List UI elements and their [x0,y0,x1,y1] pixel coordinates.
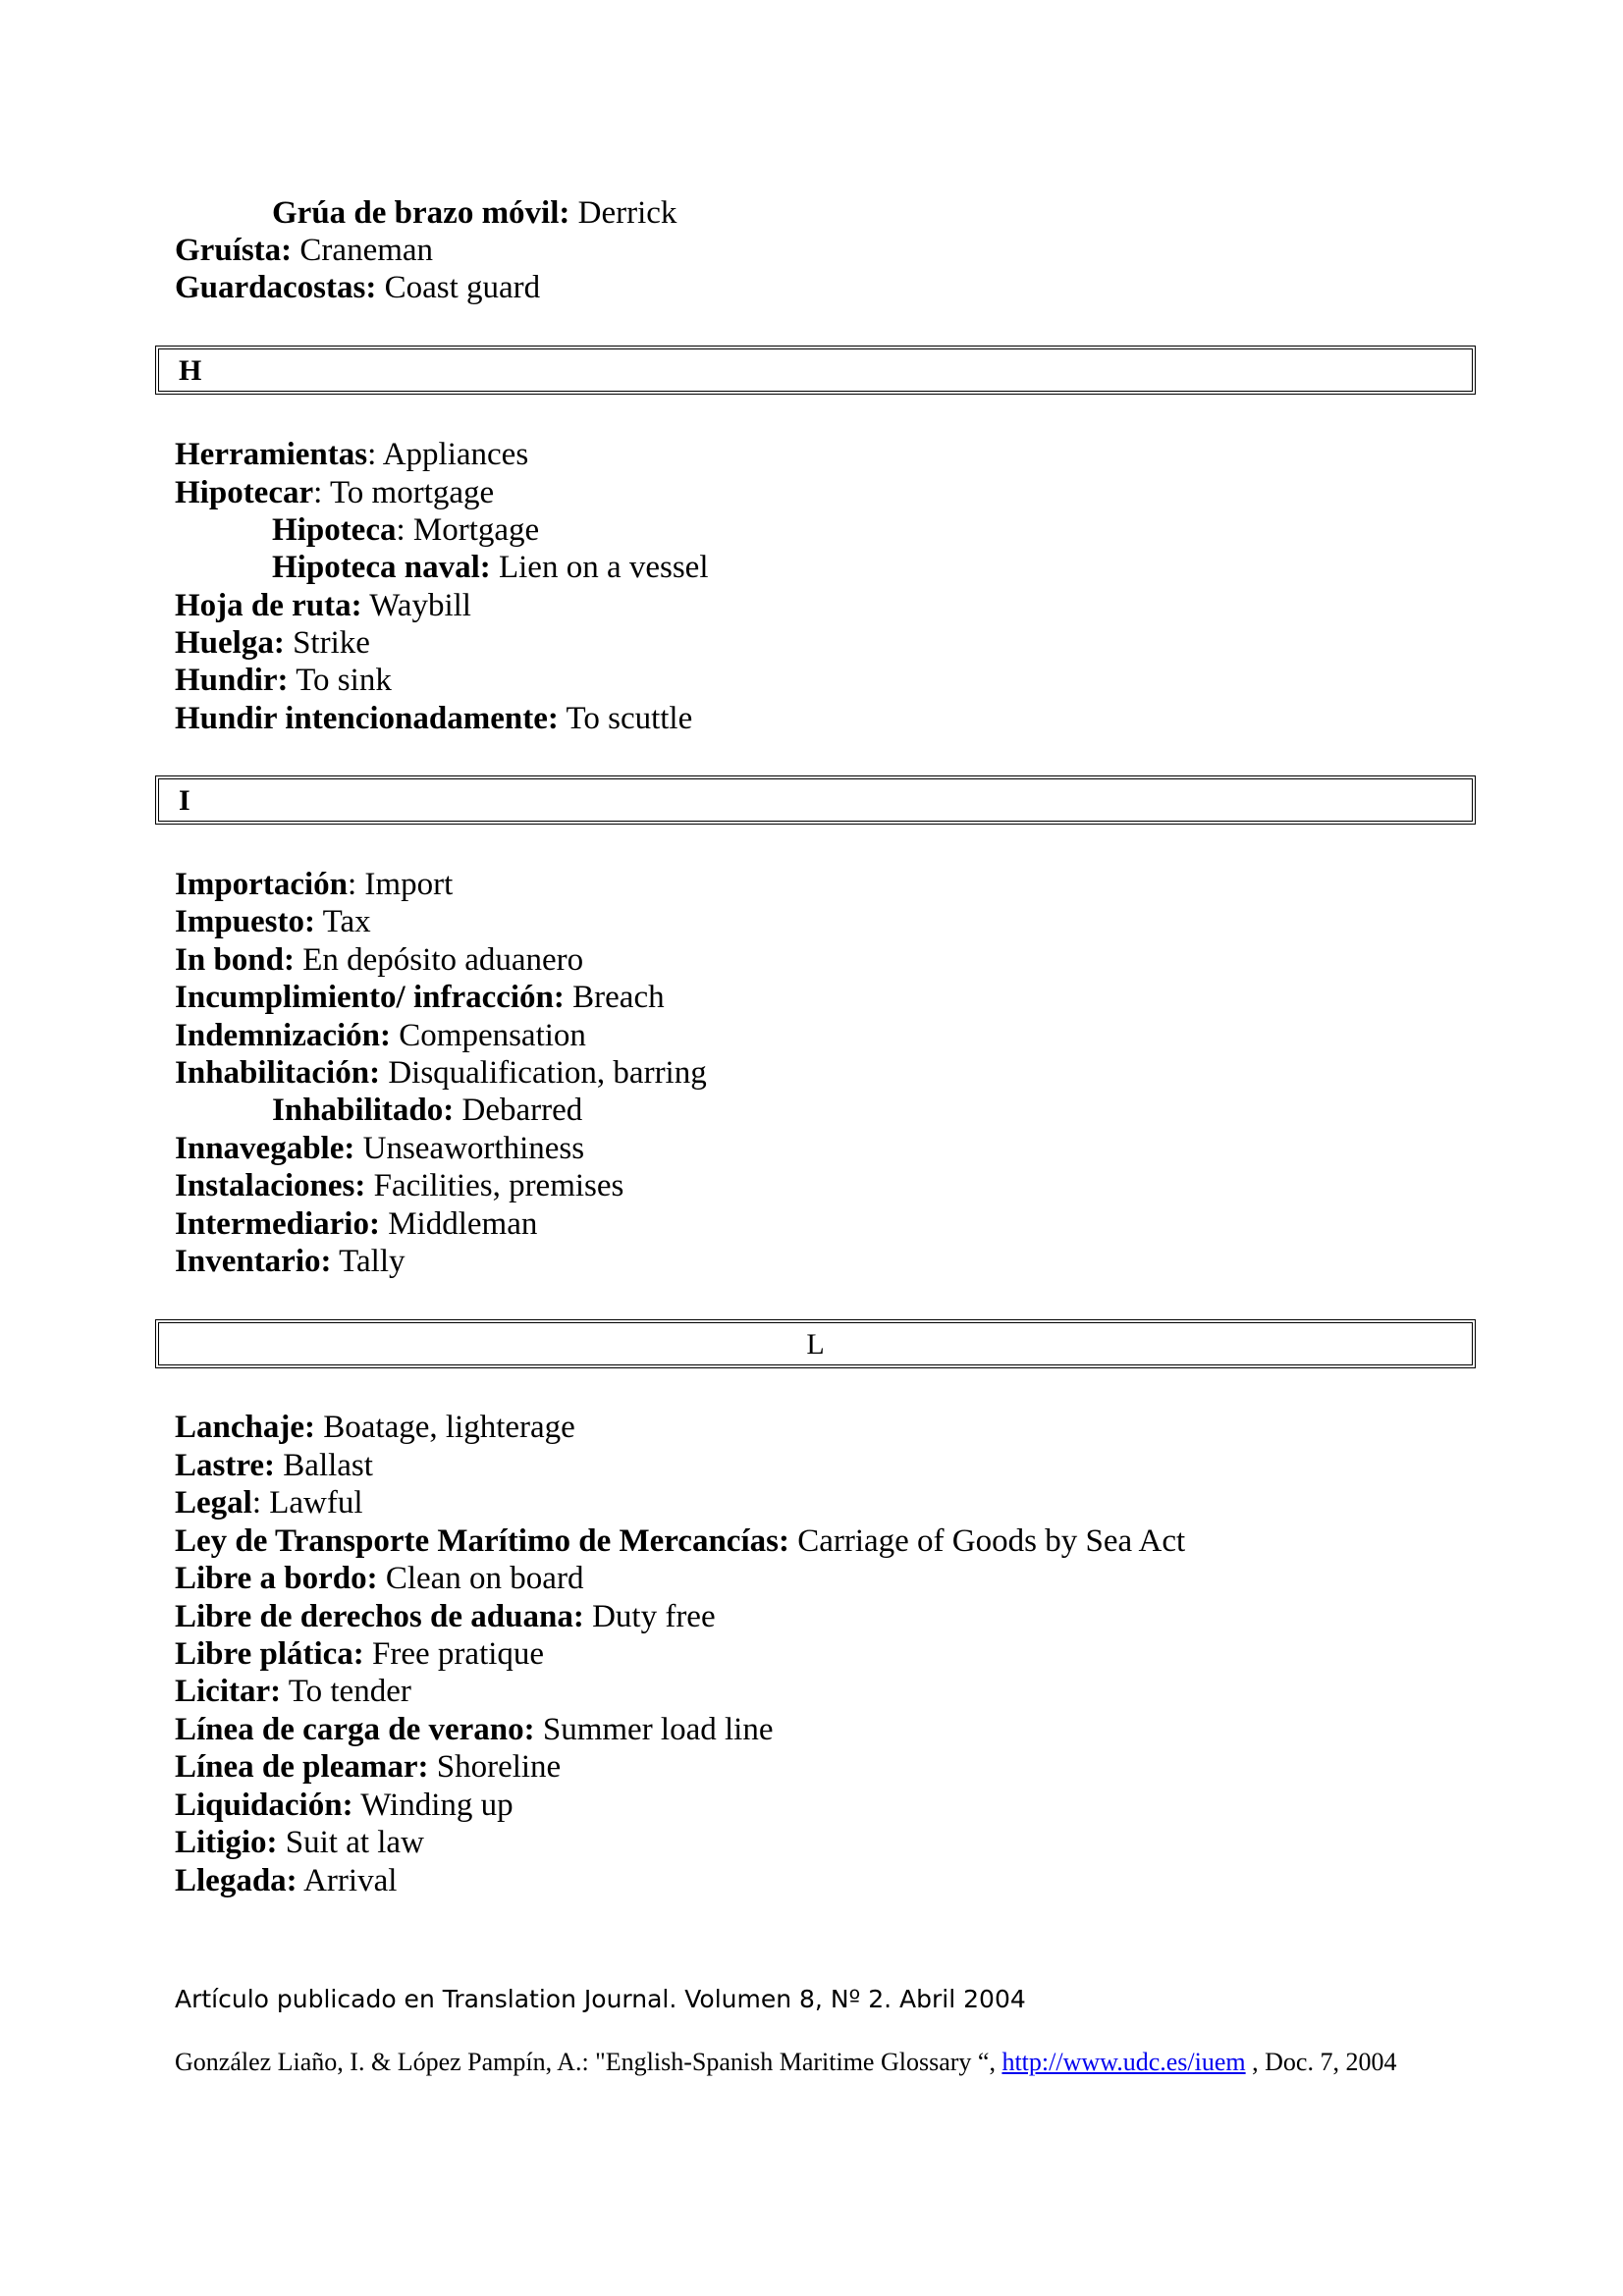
glossary-entry [175,1130,584,1167]
entry-definition: : Appliances [367,437,529,472]
glossary-entry [175,1598,716,1635]
entry-term: Innavegable: [175,1131,355,1166]
section-header-i [155,775,1476,825]
entry-definition: Ballast [275,1448,373,1483]
entry-definition: En depósito aduanero [295,942,584,978]
entry-term: Ley de Transporte Marítimo de Mercancías: [175,1523,789,1559]
glossary-entry [175,1711,774,1748]
section-letter: I [179,784,190,817]
citation-link[interactable]: http://www.udc.es/iuem [1001,2048,1246,2076]
glossary-entry [175,1635,544,1673]
entry-term: Libre a bordo: [175,1561,378,1596]
entry-definition: Shoreline [428,1749,562,1785]
glossary-entry [175,436,528,473]
glossary-entry [175,1787,514,1824]
entry-term: Impuesto: [175,904,316,939]
entry-term: Hoja de ruta: [175,588,362,623]
entry-definition: : Import [348,867,454,902]
entry-definition: Tax [315,904,371,939]
section-header-h [155,346,1476,395]
entry-definition: Lien on a vessel [490,550,709,585]
glossary-entry [175,1522,1185,1560]
entry-term: Llegada: [175,1863,298,1898]
glossary-entry [175,1167,623,1204]
entry-definition: Facilities, premises [365,1168,624,1203]
entry-term: Hundir: [175,663,289,698]
entry-definition: Summer load line [534,1712,774,1747]
glossary-entry [175,1862,397,1899]
entry-term: Lastre: [175,1448,276,1483]
glossary-entry [175,1409,575,1446]
glossary-entry [175,662,392,699]
glossary-entry [175,1243,406,1280]
entry-term: Importación [175,867,348,902]
entry-definition: Arrival [297,1863,398,1898]
entry-definition: : Lawful [251,1485,363,1521]
entry-term: Indemnización: [175,1018,392,1053]
citation-prefix: González Liaño, I. & López Pampín, A.: "English-Spanish Maritime Glossary “, [175,2048,1002,2076]
entry-term: Incumplimiento/ infracción: [175,980,565,1015]
entry-term: Inventario: [175,1244,332,1279]
entry-definition: Tally [331,1244,406,1279]
glossary-entry [175,1673,411,1710]
entry-definition: Disqualification, barring [380,1055,707,1091]
entry-definition: To tender [281,1674,411,1709]
entry-definition: To scuttle [558,701,693,736]
entry-term: Guardacostas: [175,270,377,305]
entry-term: Lanchaje: [175,1410,315,1445]
entry-term: Hipoteca [272,512,397,548]
publication-note: Artículo publicado en Translation Journal. Volumen 8, Nº 2. Abril 2004 [175,1985,1026,2013]
entry-definition: Middleman [379,1206,538,1242]
glossary-entry [175,979,665,1016]
glossary-entry [175,232,433,269]
entry-definition: Free pratique [363,1636,545,1672]
entry-definition: Compensation [391,1018,586,1053]
glossary-entry [175,1017,586,1054]
glossary-entry [272,511,539,549]
entry-term: Inhabilitado: [272,1093,455,1128]
glossary-entry [175,1484,363,1522]
entry-term: In bond: [175,942,295,978]
entry-definition: Duty free [583,1599,716,1634]
entry-term: Hipoteca naval: [272,550,491,585]
entry-term: Gruísta: [175,233,293,268]
glossary-entry [175,866,453,903]
entry-definition: To sink [288,663,392,698]
entry-definition: Strike [284,625,370,661]
entry-term: Libre plática: [175,1636,364,1672]
glossary-entry [175,269,540,306]
entry-definition: Craneman [292,233,434,268]
glossary-entry [175,1560,583,1597]
entry-definition: Unseaworthiness [354,1131,585,1166]
entry-term: Grúa de brazo móvil: [272,195,570,231]
entry-term: Intermediario: [175,1206,380,1242]
entry-term: Instalaciones: [175,1168,366,1203]
entry-term: Licitar: [175,1674,282,1709]
entry-term: Línea de pleamar: [175,1749,429,1785]
entry-definition: : To mortgage [313,475,495,510]
entry-term: Legal [175,1485,252,1521]
glossary-entry [175,1748,561,1786]
entry-term: Línea de carga de verano: [175,1712,535,1747]
glossary-entry [175,1054,707,1092]
entry-term: Herramientas [175,437,368,472]
glossary-entry [175,941,583,979]
glossary-entry [175,1205,537,1243]
entry-term: Litigio: [175,1825,278,1860]
glossary-entry [175,1447,373,1484]
entry-definition: Boatage, lighterage [315,1410,575,1445]
entry-definition: Coast guard [376,270,541,305]
glossary-entry [272,194,676,232]
glossary-entry [272,1092,582,1129]
entry-definition: Winding up [352,1788,514,1823]
section-header-l [155,1319,1476,1368]
entry-definition: Debarred [454,1093,583,1128]
section-letter: H [179,354,202,387]
entry-definition: Carriage of Goods by Sea Act [788,1523,1186,1559]
entry-definition: Waybill [361,588,471,623]
glossary-entry [175,587,471,624]
citation-suffix: , Doc. 7, 2004 [1245,2048,1397,2076]
entry-definition: : Mortgage [396,512,540,548]
citation [175,2048,1451,2077]
glossary-entry [175,1824,424,1861]
entry-definition: Suit at law [277,1825,424,1860]
glossary-entry [272,549,709,586]
glossary-entry [175,474,494,511]
section-letter: L [806,1328,825,1361]
glossary-entry [175,700,692,737]
entry-definition: Breach [564,980,665,1015]
glossary-entry [175,903,371,940]
entry-definition: Derrick [569,195,677,231]
entry-definition: Clean on board [377,1561,584,1596]
entry-term: Inhabilitación: [175,1055,381,1091]
entry-term: Hipotecar [175,475,314,510]
entry-term: Liquidación: [175,1788,353,1823]
entry-term: Hundir intencionadamente: [175,701,559,736]
entry-term: Huelga: [175,625,285,661]
entry-term: Libre de derechos de aduana: [175,1599,584,1634]
glossary-entry [175,624,370,662]
